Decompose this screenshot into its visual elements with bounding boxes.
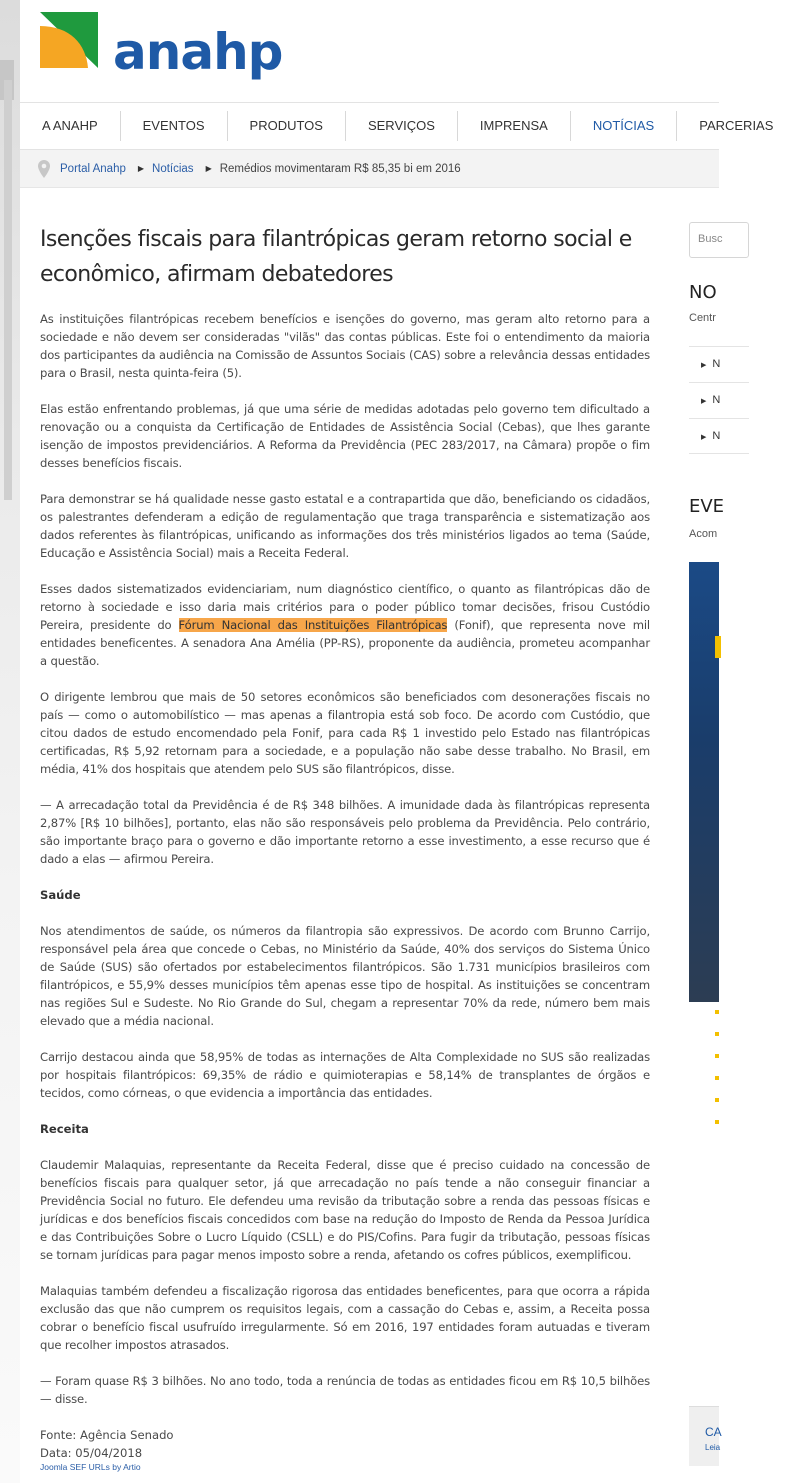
events-widget-subtitle: Acom (689, 528, 718, 540)
bullet-icon (715, 1032, 719, 1036)
right-sidebar (689, 0, 725, 1483)
breadcrumb-section[interactable]: Notícias (152, 162, 194, 175)
bullet-icon (715, 1010, 719, 1014)
nav-item-eventos[interactable]: EVENTOS (121, 111, 228, 141)
highlighted-text: Fórum Nacional das Instituições Filantrópicas (178, 618, 448, 632)
map-pin-icon (38, 160, 50, 178)
article-paragraph: Nos atendimentos de saúde, os números da filantropia são expressivos. De acordo com Brunno Carrijo, responsável pela área que concede o Cebas, no Ministério da Saúde, 40% dos serviços do Sistema Único de Saúde (SUS) são ofertados por estabelecimentos filantrópicos. São 1.731 municípios brasileiros com filantrópicos, e 55,9% desses municípios têm apenas esse tipo de hospital. As instituições se concentram nas regiões Sul e Sudeste. No Rio Grande do Sul, chegam a representar 70% da rede, número bem mais elevado que a média nacional. (40, 924, 650, 1028)
bullet-icon (715, 1076, 719, 1080)
article-paragraph: — Foram quase R$ 3 bilhões. No ano todo, toda a renúncia de todas as entidades ficou em R$ 10,5 bilhões — disse. (40, 1374, 650, 1406)
article-paragraph: As instituições filantrópicas recebem benefícios e isenções do governo, mas geram alto retorno para a sociedade e não devem ser consideradas "vilãs" das contas públicas. Este foi o entendimento da maioria dos participantes da audiência na Comissão de Assuntos Sociais (CAS) sobre a relevância dessas entidades para o Brasil, nesta quinta-feira (5). (40, 312, 650, 380)
article-paragraph: Carrijo destacou ainda que 58,95% de todas as internações de Alta Complexidade no SUS são realizadas por hospitais filantrópicos: 69,35% de rádio e quimioterapias e 58,14% de transplantes de órgãos e tecidos, como córneas, o que evidencia a importância das entidades. (40, 1050, 650, 1100)
breadcrumb (20, 150, 719, 188)
chevron-right-icon: ▶ (701, 362, 707, 369)
breadcrumb-home[interactable]: Portal Anahp (60, 162, 126, 175)
bullet-icon (715, 1098, 719, 1102)
breadcrumb-separator-icon: ▶ (205, 164, 212, 173)
article-paragraph: Elas estão enfrentando problemas, já que uma série de medidas adotadas pelo governo tem dificultado a renovação ou a conquista da Certificação de Entidades de Assistência Social (Cebas), que lhes garante isenção de impostos previdenciários. A Reforma da Previdência (PEC 283/2017, na Câmara) propõe o fim desses benefícios fiscais. (40, 402, 650, 470)
background-column (0, 0, 20, 1483)
nav-item-imprensa[interactable]: IMPRENSA (458, 111, 571, 141)
page-wrapper (20, 0, 774, 1483)
nav-item-parcerias[interactable]: PARCERIAS (699, 118, 774, 133)
event-banner[interactable] (689, 562, 719, 1212)
search-input[interactable]: Busc (689, 222, 749, 258)
banner-background (689, 562, 719, 1002)
nav-item-noticias[interactable]: NOTÍCIAS (571, 111, 677, 141)
main-nav (20, 102, 774, 150)
news-list-item[interactable] (689, 346, 749, 382)
section-heading-saude: Saúde (40, 888, 81, 902)
logo-mark-icon (40, 12, 102, 70)
chevron-right-icon: ▶ (701, 434, 707, 441)
article-paragraph: Malaquias também defendeu a fiscalização rigorosa das entidades beneficentes, para que ocorra a rápida exclusão das que não cumprem os requisitos legais, com a cassação do Cebas e, assim, a Receita possa cobrar o benefício fiscal usufruído irregularmente. Só em 2016, 197 entidades foram autuadas e tiveram que recolher impostos atrasados. (40, 1284, 650, 1352)
nav-item-a-anahp[interactable]: A ANAHP (20, 111, 121, 141)
footer-credit-link[interactable]: Joomla SEF URLs by Artio (40, 1462, 141, 1472)
article-paragraph (40, 580, 650, 670)
background-pillar (4, 80, 12, 500)
article-source: Fonte: Agência Senado (40, 1428, 174, 1442)
banner-program-panel (689, 1002, 719, 1212)
bullet-icon (715, 1054, 719, 1058)
article-paragraph: O dirigente lembrou que mais de 50 setores econômicos são beneficiados com desonerações fiscais no país — como o automobilístico — mas apenas a filantropia está sob foco. De acordo com Custódio, que citou dados de estudo encomendado pela Fonif, para cada R$ 1 investido pelo Estado nas filantrópicas certificadas, R$ 5,92 retornam para a sociedade, e a população não sabe desse trabalho. No Brasil, em média, 41% dos hospitais que atendem pelo SUS são filantrópicos, disse. (40, 690, 650, 776)
banner-accent (715, 636, 721, 658)
register-box[interactable] (689, 1406, 722, 1466)
register-subtitle: Leia (705, 1443, 721, 1452)
article-paragraph: Para demonstrar se há qualidade nesse gasto estatal e a contrapartida que dão, beneficiando os cidadãos, os palestrantes defenderam a edição de regulamentação que traga transparência e sistematização aos dados referentes às filantrópicas, unificando as informações dos três ministérios ligados ao tema (Saúde, Educação e Assistência Social) mais a Receita Federal. (40, 492, 650, 560)
bullet-icon (715, 1120, 719, 1124)
nav-item-produtos[interactable]: PRODUTOS (228, 111, 346, 141)
article (40, 222, 650, 1462)
paragraph-text: Esses dados sistematizados evidenciariam, num diagnóstico científico, o quanto as filantrópicas dão de retorno à sociedade e isso daria mais critérios para o poder público tomar decisões, frisou Custódio Pereira, presidente do (40, 582, 650, 632)
logo-wordmark: anahp (113, 23, 283, 81)
news-item-label: N (712, 430, 721, 442)
article-title: Isenções fiscais para filantrópicas geram retorno social e econômico, afirmam debatedores (40, 227, 632, 287)
article-date: Data: 05/04/2018 (40, 1446, 143, 1460)
events-widget-title: EVE (689, 496, 725, 517)
section-heading-receita: Receita (40, 1122, 89, 1136)
breadcrumb-separator-icon: ▶ (137, 164, 145, 173)
news-item-label: N (712, 394, 721, 406)
nav-item-servicos[interactable]: SERVIÇOS (346, 111, 458, 141)
news-list-item[interactable] (689, 382, 749, 418)
register-title: CA (705, 1425, 722, 1439)
chevron-right-icon: ▶ (701, 398, 707, 405)
news-list-item[interactable] (689, 418, 749, 454)
news-item-label: N (712, 358, 721, 370)
paragraph-text: (Fonif), que representa nove mil entidades beneficentes. A senadora Ana Amélia (PP-RS), proponente da audiência, prometeu acompanhar a questão. (40, 618, 650, 668)
breadcrumb-current: Remédios movimentaram R$ 85,35 bi em 2016 (219, 162, 461, 175)
site-logo[interactable] (40, 12, 290, 82)
news-widget-title: NO (689, 282, 717, 303)
article-paragraph: — A arrecadação total da Previdência é de R$ 348 bilhões. A imunidade dada às filantrópicas representa 2,87% [R$ 10 bilhões], portanto, elas não são responsáveis pelo problema da Previdência. Pelo contrário, são importante braço para o governo e dão importante retorno a esse investimento, a esse recurso que é dado a elas — afirmou Pereira. (40, 798, 650, 866)
article-paragraph: Claudemir Malaquias, representante da Receita Federal, disse que é preciso cuidado na concessão de benefícios fiscais para qualquer setor, já que arrecadação no país tende a não conseguir financiar a Previdência Social no futuro. Ele defendeu uma revisão da tributação sobre a renda das pessoas físicas e jurídicas e dos benefícios fiscais concedidos com base na redução do Imposto de Renda da Pessoa Jurídica e das Contribuições Sobre o Lucro Líquido (CSLL) e do PIS/Cofins. Para fugir da tributação, pessoas físicas se tornam jurídicas para pagar menos imposto sobre a renda, afetando os cofres públicos, exemplificou. (40, 1158, 650, 1262)
news-widget-subtitle: Centr (689, 312, 716, 324)
